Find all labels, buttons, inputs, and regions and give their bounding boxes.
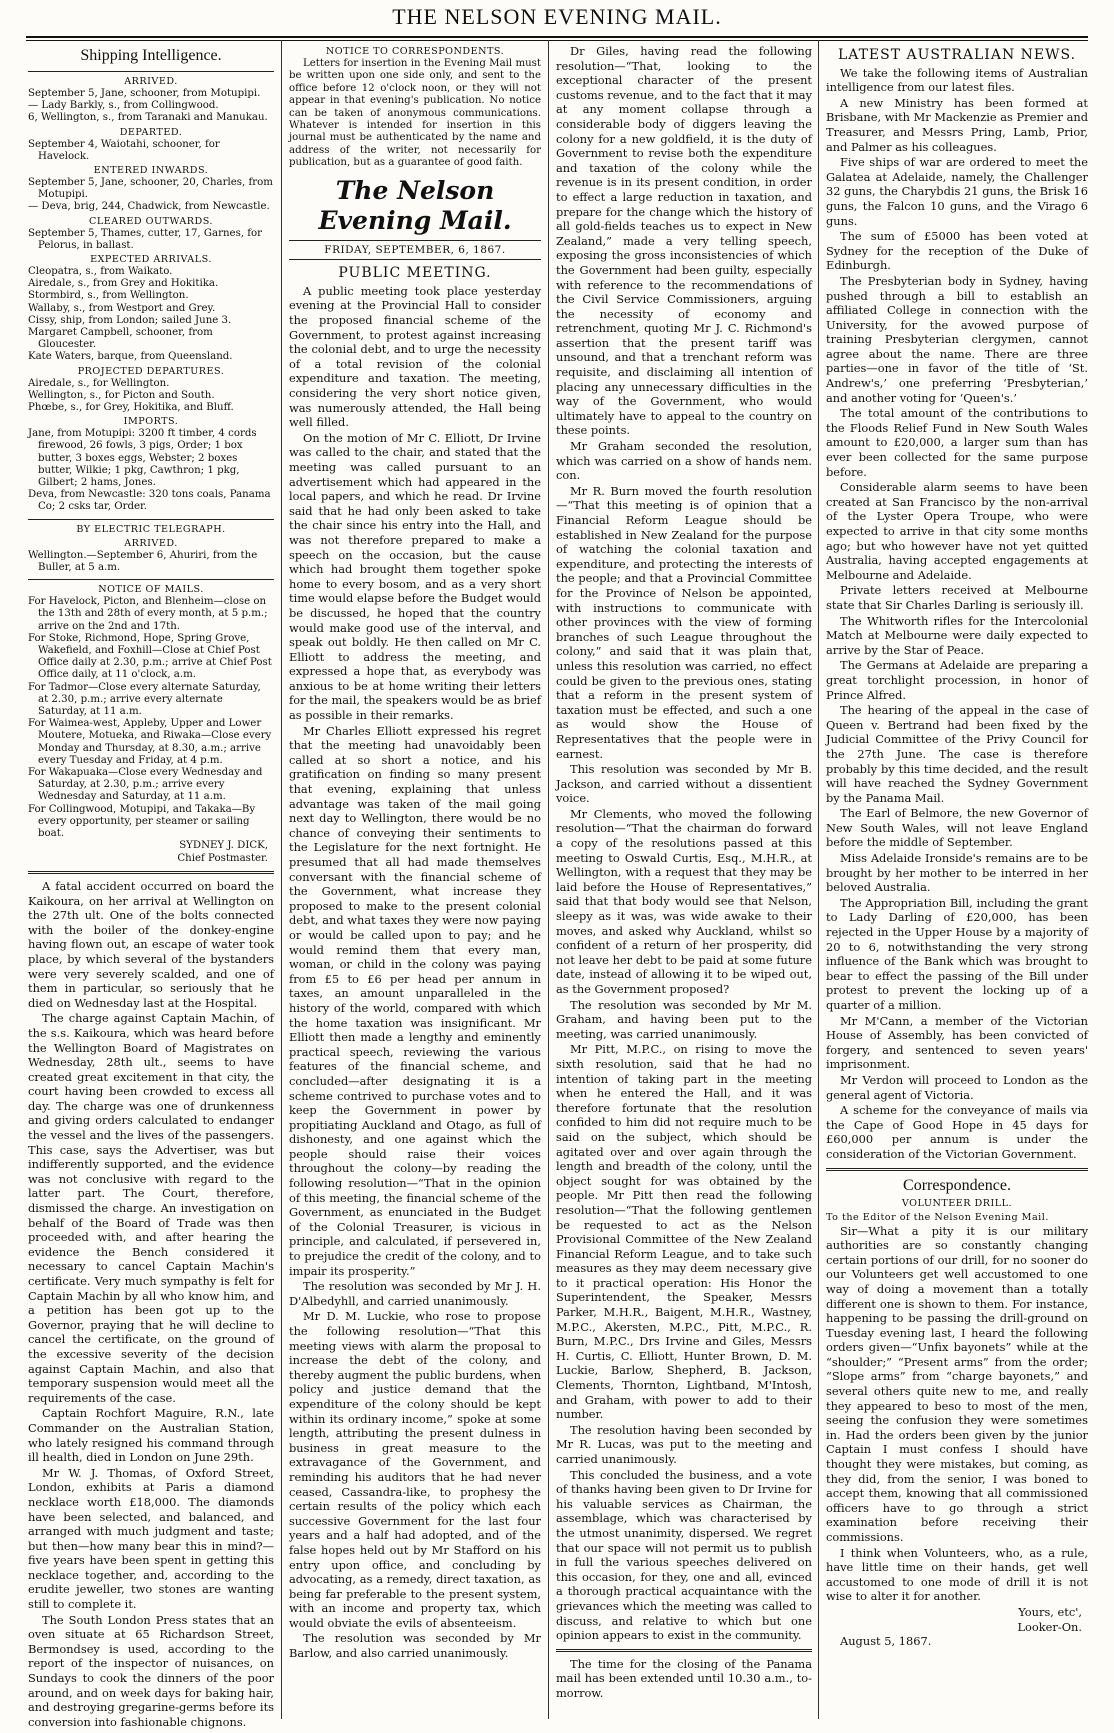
departed-list xyxy=(28,139,274,163)
text-item: For Wakapuaka—Close every Wednesday and Saturday, at 2.30, p.m.; arrive every Wednesday and Saturday, at 11 a.m. xyxy=(28,766,263,803)
column-4 xyxy=(826,44,1088,1719)
meeting-paras-continued xyxy=(556,44,812,1643)
text-item: The resolution having been seconded by Mr R. Lucas, was put to the meeting and carried unanimously. xyxy=(556,1422,812,1466)
text-item: Kate Waters, barque, from Queensland. xyxy=(28,351,233,363)
text-item: For Stoke, Richmond, Hope, Spring Grove, Wakefield, and Foxhill—Close at Chief Post Office daily at 2.30, p.m.; arrive at Chief Post Office daily, at 11 o'clock, a.m. xyxy=(28,632,272,681)
text-item: Margaret Campbell, schooner, from Gloucester. xyxy=(28,327,213,351)
meeting-paras xyxy=(289,284,541,1661)
meeting-title: PUBLIC MEETING. xyxy=(338,265,492,282)
text-item: Dr Giles, having read the following resolution—“That, looking to the exceptional character of the present customs revenue, and to the fact that it may at any moment collapse through a considerable body of diggers leaving the colony for a new goldfield, it is the duty of Government to revise both the expenditure and taxation of the colony while the revenue is in its present condition, in order to effect a large reduction in taxation, and prepare for the change which the history of all gold-fields teaches us to expect in New Zealand,” made a very telling speech, exposing the gross inconsistencies of which the Government had been guilty, especially with reference to the recommendations of the Civil Service Commissioners, arguing the necessity of economy and retrenchment, quoting Mr J. C. Richmond's assertion that the present tariff was unsound, and that a trenchant reform was requisite, and disclaiming all intention of placing any unnecessary difficulties in the way of the Government, who would ultimately have to appeal to the country on these points. xyxy=(556,44,813,438)
text-item: September 4, Waiotahi, schooner, for Havelock. xyxy=(28,138,220,162)
panama-note: The time for the closing of the Panama mail has been extended until 10.30 a.m., to-morrow. xyxy=(556,1656,812,1700)
text-item: September 5, Jane, schooner, 20, Charles, from Motupipi. xyxy=(28,177,273,201)
text-item: Private letters received at Melbourne state that Sir Charles Darling is seriously ill. xyxy=(826,583,1088,612)
telegraph-label: BY ELECTRIC TELEGRAPH. xyxy=(76,523,226,535)
text-item: Miss Adelaide Ironside's remains are to be brought by her mother to be interred in her beloved Australia. xyxy=(826,851,1088,895)
text-item: Phœbe, s., for Grey, Hokitika, and Bluff. xyxy=(28,402,234,414)
text-item: Airedale, s., from Grey and Hokitika. xyxy=(28,278,219,290)
text-item: The Appropriation Bill, including the grant to Lady Darling of £20,000, has been rejected in the Upper House by a majority of 20 to 6, notwithstanding the very strong influence of the Bank which was brought to bear to effect the passing of the Bill under protest to prevent the locking up of a quarter of a million. xyxy=(826,895,1088,1012)
text-item: The hearing of the appeal in the case of Queen v. Bertrand had been fixed by the Judicial Committee of the Privy Council for the 27th June. The case is therefore probably by this time decided, and the result will have reached the Sydney Government by the Panama Mail. xyxy=(826,703,1088,805)
expected-list xyxy=(28,266,274,364)
text-item: — Deva, brig, 244, Chadwick, from Newcastle. xyxy=(28,201,270,213)
imports-label: IMPORTS. xyxy=(123,416,179,428)
text-item: For Tadmor—Close every alternate Saturday, at 2.30, p.m.; arrive every alternate Saturday, at 11 a.m. xyxy=(28,681,261,717)
text-item: Mr M'Cann, a member of the Victorian House of Assembly, has been convicted of forgery, and sentenced to seven years' imprisonment. xyxy=(826,1013,1088,1072)
cleared-list xyxy=(28,228,274,252)
column-3 xyxy=(556,44,812,1719)
entered-list xyxy=(28,177,274,214)
letter-paras xyxy=(826,1224,1088,1604)
text-item: The Germans at Adelaide are preparing a great torchlight procession, in honor of Prince Alfred. xyxy=(826,658,1088,702)
text-item: Mr Verdon will proceed to London as the general agent of Victoria. xyxy=(826,1072,1088,1102)
text-item: For Waimea-west, Appleby, Upper and Lower Moutere, Motueka, and Riwaka—Close every Monday and Thursday, at 8.30, a.m.; arrive every Tuesday and Friday, at 4 p.m. xyxy=(28,718,272,766)
telegraph-list xyxy=(28,550,274,574)
text-item: This resolution was seconded by Mr B. Jackson, and carried without a dissentient voice. xyxy=(556,762,812,806)
text-item: Mr Charles Elliott expressed his regret that the meeting had unavoidably been called at so short a notice, and his gratification on finding so many present that evening, explaining that unless advantage was taken of the mail going next day to Wellington, there would be no chance of conveying their sentiments to the Legislature for the next fortnight. He presumed that all had made themselves conversant with the financial scheme of the Government, what increase they proposed to make to the present colonial debt, and what taxes they were now paying or would be called upon to pay; and he would remind them that every man, woman, or child in the colony was paying from £5 to £6 per head per annum in taxes, an amount unparalleled in the history of the world, compared with which the home taxation was insignificant. Mr Elliott then made a lengthy and eminently practical speech, reviewing the various features of the financial scheme, and concluded—after designating it is a scheme contrived to purchase votes and to keep the Government in power by propitiating Auckland and Otago, as full of dishonesty, and one against which the people should raise their voices throughout the colony—by reading the following resolution—“That in the opinion of this meeting, the financial scheme of the Government, as enunciated in the Budget of the Colonial Treasurer, is vicious in principle, and calculated, if persevered in, to prejudice the credit of the colony, and to impair its prosperity.” xyxy=(289,723,541,1278)
to-editor: To the Editor of the Nelson Evening Mail. xyxy=(826,1211,1049,1223)
text-item: Cleopatra, s., from Waikato. xyxy=(28,266,173,278)
column-1 xyxy=(28,44,274,1729)
text-item: I think when Volunteers, who, as a rule, have little time on their hands, get well accustomed to one mode of drill it is not wise to alter it for another. xyxy=(826,1545,1088,1604)
shipping-title: Shipping Intelligence. xyxy=(80,47,222,64)
arrived-list xyxy=(28,88,274,125)
text-item: Considerable alarm seems to have been created at San Francisco by the non-arrival of the Lyster Opera Troupe, who were expected to arrive in that city some months ago; but who however have not yet quitted Australia, having accepted engagements at Melbourne and Adelaide. xyxy=(826,480,1088,582)
postmaster-title: Chief Postmaster. xyxy=(177,852,268,864)
text-item: 6, Wellington, s., from Taranaki and Manukau. xyxy=(28,112,268,124)
text-item: September 5, Thames, cutter, 17, Garnes, for Pelorus, in ballast. xyxy=(28,227,263,251)
text-item: The resolution was seconded by Mr J. H. D'Albedyhll, and carried unanimously. xyxy=(289,1279,541,1308)
text-item: September 5, Jane, schooner, from Motupipi. xyxy=(28,88,261,99)
text-item: Mr R. Burn moved the fourth resolution—“That this meeting is of opinion that a Financial Reform League should be established in New Zealand for the purpose of watching the colonial taxation and expenditure, and protecting the interests of the people; and that a Provincial Committee for the Province of Nelson be appointed, with instructions to communicate with other provinces with the view of forming branches of such League throughout the colony,” and said that it was plain that, unless this resolution was carried, no effect could be given to the previous ones, stating that a reform in the present system of taxation must be effected, and such a one as would show the House of Representatives that the people were in earnest. xyxy=(556,483,812,761)
mails-list xyxy=(28,596,274,840)
correspondence-title: Correspondence. xyxy=(903,1176,1011,1194)
text-item: A fatal accident occurred on board the Kaikoura, on her arrival at Wellington on the 27th ult. One of the bolts connected with the boiler of the donkey-engine having flown out, an escape of water took place, by which several of the bystanders were very severely scalded, and one of them in particular, so seriously that he died on Wednesday last at the Hospital. xyxy=(28,878,274,1010)
telegraph-arrived-label: ARRIVED. xyxy=(124,537,178,549)
text-item: We take the following items of Australian intelligence from our latest files. xyxy=(826,65,1088,95)
letter-signature: Looker-On. xyxy=(1017,1619,1082,1634)
text-item: Mr W. J. Thomas, of Oxford Street, London, exhibits at Paris a diamond necklace worth £18,000. The diamonds have been selected, and balanced, and arranged with much judgment and taste; but then—how many bear this in mind?—five years have been spent in getting this necklace together, and, according to the erudite jeweller, two stones are wanting still to complete it. xyxy=(28,1465,274,1612)
text-item: A scheme for the conveyance of mails via the Cape of Good Hope in 45 days for £60,000 per annum is under the consideration of the Victorian Government. xyxy=(826,1103,1088,1161)
text-item: Deva, from Newcastle: 320 tons coals, Panama Co; 2 csks tar, Order. xyxy=(28,489,271,513)
text-item: Five ships of war are ordered to meet the Galatea at Adelaide, namely, the Challenger 32 guns, the Charybdis 21 guns, the Brisk 16 guns, the Falcon 10 guns, and the Virago 6 guns. xyxy=(826,155,1088,228)
text-item: For Collingwood, Motupipi, and Takaka—By every opportunity, per steamer or sailing boat. xyxy=(28,803,256,839)
news-items xyxy=(28,879,274,1729)
imports-list xyxy=(28,428,274,513)
masthead: THE NELSON EVENING MAIL. xyxy=(392,4,722,29)
text-item: Cissy, ship, from London; sailed June 3. xyxy=(28,314,232,326)
text-item: The Presbyterian body in Sydney, having pushed through a bill to establish an affiliated College in connection with the University, for the avowed purpose of training Presbyterian clergymen, cannot agree about the name. There are three parties—one in favor of the title of ‘St. Andrew's,’ one preferring ‘Presbyterian,’ and another voting for ‘Queen's.’ xyxy=(826,273,1088,405)
departed-label: DEPARTED. xyxy=(119,126,183,138)
text-item: Wellington.—September 6, Ahuriri, from the Buller, at 5 a.m. xyxy=(28,549,258,573)
entered-label: ENTERED INWARDS. xyxy=(93,165,209,177)
text-item: For Havelock, Picton, and Blenheim—close on the 13th and 28th of every month, at 5 p.m.; arrive on the 2nd and 17th. xyxy=(28,596,268,632)
column-2 xyxy=(289,44,541,1719)
text-item: — Lady Barkly, s., from Collingwood. xyxy=(28,100,219,112)
text-item: The Whitworth rifles for the Intercolonial Match at Melbourne were daily expected to arrive by the Star of Peace. xyxy=(826,613,1088,657)
column-divider xyxy=(281,40,282,1719)
text-item: The sum of £5000 has been voted at Sydney for the reception of the Duke of Edinburgh. xyxy=(826,229,1088,273)
column-divider xyxy=(548,40,549,1719)
paper-title: The Nelson Evening Mail. xyxy=(318,175,512,235)
mails-label: NOTICE OF MAILS. xyxy=(98,584,204,596)
text-item: This concluded the business, and a vote of thanks having been given to Dr Irvine for his valuable services as Chairman, the assemblage, which was characterised by the utmost unanimity, dispersed. We regret that our space will not permit us to publish in full the various speeches delivered on this occasion, for they, one and all, evinced a thorough practical acquaintance with the grievances which the meeting was called to discuss, and relative to which but one opinion appears to exist in the community. xyxy=(556,1467,812,1643)
text-item: Jane, from Motupipi: 3200 ft timber, 4 cords firewood, 26 fowls, 3 pigs, Order; 1 box butter, 3 boxes eggs, Webster; 2 boxes butter, Wilkie; 1 pkg, Cawthron; 1 pkg, Gilbert; 2 hams, Jones. xyxy=(28,428,257,489)
text-item: Captain Rochfort Maguire, R.N., late Commander on the Australian Station, who lately resigned his command through ill health, died in London on June 29th. xyxy=(28,1406,274,1465)
text-item: Airedale, s., for Wellington. xyxy=(28,377,170,389)
text-item: A new Ministry has been formed at Brisbane, with Mr Mackenzie as Premier and Treasurer, and Messrs Pring, Lamb, Prior, and Palmer as his colleagues. xyxy=(826,95,1088,154)
projected-list xyxy=(28,378,274,415)
text-item: Wallaby, s., from Westport and Grey. xyxy=(28,302,216,314)
drill-title: VOLUNTEER DRILL. xyxy=(901,1197,1013,1209)
cleared-label: CLEARED OUTWARDS. xyxy=(89,215,213,227)
text-item: Sir—What a pity it is our military authorities are so constantly changing certain portions of our drill, for no sooner do our Volunteers get well accustomed to one way of doing a movement than a totally different one is shown to them. For instance, happening to be passing the drill-ground on Tuesday evening last, I heard the following orders given—“Unfix bayonets” while at the “shoulder;” “Present arms” from the order; “Slope arms” from “charge bayonets,” and several others quite new to me, and really they appeared to beso to most of the men, seeing the confusion they were sometimes in. Had the orders been given by the junior Captain I must confess I should have thought they were mistakes, but coming, as they did, from the senior, I was boned to accept them, knowing that all commissioned officers have to go through a strict examination before receiving their commissions. xyxy=(826,1223,1088,1544)
text-item: Wellington, s., for Picton and South. xyxy=(28,389,215,401)
text-item: The charge against Captain Machin, of the s.s. Kaikoura, which was heard before the Wellington Board of Magistrates on Wednesday, 28th ult., seems to have created great excitement in that city, the court having been crowded to excess all day. The charge was one of drunkenness and giving orders calculated to endanger the vessel and the lives of the passengers. This case, says the Advertiser, was but indifferently supported, and the evidence was not conclusive with regard to the latter part. The Court, therefore, dismissed the charge. An investigation on behalf of the Board of Trade was then proceeded with, and after hearing the evidence the Bench considered it necessary to cancel Captain Machin's certificate. Very much sympathy is felt for Captain Machin by all who know him, and a petition has been got up to the Governor, praying that he will decline to cancel the certificate, on the ground of the excessive severity of the decision against Captain Machin, and also that temporary suspension would meet all the requirements of the case. xyxy=(28,1011,274,1405)
text-item: Mr Pitt, M.P.C., on rising to move the sixth resolution, said that he had no intention of taking part in the meeting when he entered the Hall, and it was therefore fortunate that the resolution confided to him did not require much to be said on the subject, which should be agitated over and over again through the length and breadth of the colony, until the object sought for was obtained by the people. Mr Pitt then read the following resolution—“That the following gentlemen be requested to act as the Nelson Provisional Committee of the New Zealand Financial Reform League, and to take such measures as they may deem necessary give to it practical operation: His Honor the Superintendent, the Speaker, Messrs Parker, M.H.R., Baigent, M.H.R., Wastney, M.P.C., Akersten, M.P.C., Pitt, M.P.C., R. Burn, M.P.C., Drs Irvine and Giles, Messrs H. Curtis, C. Elliott, Hunter Brown, D. M. Luckie, Barlow, Shepherd, B. Jackson, Clements, Thornton, Lightband, M'Intosh, and Graham, with power to add to their number. xyxy=(556,1042,812,1422)
postmaster-name: SYDNEY J. DICK, xyxy=(179,840,268,852)
expected-label: EXPECTED ARRIVALS. xyxy=(90,254,212,266)
projected-label: PROJECTED DEPARTURES. xyxy=(77,365,225,377)
text-item: Mr Clements, who moved the following resolution—“That the chairman do forward a copy of the resolutions passed at this meeting to Oswald Curtis, Esq., M.H.R., at Wellington, with a request that they may be laid before the House of Representatives,” said that that body would see that Nelson, sleepy as it was, was wide awake to their moves, and asked why Auckland, whilst so confident of a return of her prosperity, did not leave her debt to be paid at some future date, instead of allowing it to be wiped out, as the Government proposed? xyxy=(556,806,812,996)
text-item: Stormbird, s., from Wellington. xyxy=(28,290,189,302)
column-divider xyxy=(818,40,819,1719)
australian-news-title: LATEST AUSTRALIAN NEWS. xyxy=(837,47,1077,63)
text-item: The resolution was seconded by Mr Barlow, and also carried unanimously. xyxy=(289,1631,541,1661)
notice-title: NOTICE TO CORRESPONDENTS. xyxy=(325,46,505,57)
text-item: The South London Press states that an oven situate at 65 Richardson Street, Bermondsey is used, according to the report of the inspector of nuisances, on Sundays to cook the dinners of the poor around, and on week days for baking hair, and destroying gregarine-germs before its conversion into fashionable chignons. xyxy=(28,1612,274,1729)
text-item: On the motion of Mr C. Elliott, Dr Irvine was called to the chair, and stated that the meeting was called pursuant to an advertisement which had appeared in the local papers, and which he read. Dr Irvine said that he had only been asked to take the chair since his entry into the Hall, and was not therefore prepared to make a speech on the occasion, but the cause which had brought them together spoke home to every bosom, and as a very short time would elapse before the Budget would be discussed, he hoped that the country would make good use of the interval, and speak out boldly. He then called on Mr C. Elliott to address the meeting, and expressed a hope that, as everybody was anxious to be at home writing their letters for the mail, the speakers would be as brief as possible in their remarks. xyxy=(289,430,541,723)
text-item: The Earl of Belmore, the new Governor of New South Wales, will not leave England before the middle of September. xyxy=(826,806,1088,850)
text-item: Mr Graham seconded the resolution, which was carried on a show of hands nem. con. xyxy=(556,439,812,483)
text-item: Mr D. M. Luckie, who rose to propose the following resolution—“That this meeting views with alarm the proposal to increase the debt of the colony, and thereby augment the public burdens, when policy and justice demand that the expenditure of the colony should be kept within its ordinary income,” spoke at some length, attributing the present dulness in business in great measure to the extravagance of the Government, and reminding his auditors that he had never ceased, Cassandra-like, to prophesy the certain results of the policy which each successive Government for the last four years and a half had adopted, and of the false hopes held out by Mr Stafford on his entry upon office, and concluding by advocating, as a remedy, direct taxation, as being far preferable to the present system, with an income and property tax, which would obviate the evils of absenteeism. xyxy=(289,1309,541,1630)
masthead-rule xyxy=(26,36,1088,41)
text-item: The resolution was seconded by Mr M. Graham, and having been put to the meeting, was carried unanimously. xyxy=(556,997,812,1041)
dateline: FRIDAY, SEPTEMBER, 6, 1867. xyxy=(289,240,541,261)
arrived-label: ARRIVED. xyxy=(124,76,178,87)
text-item: A public meeting took place yesterday evening at the Provincial Hall to consider the proposed financial scheme of the Government, to protest against increasing the colonial debt, and to urge the necessity of a total revision of the colonial expenditure and taxation. The meeting, considering the very short notice given, was numerously attended, the Hall being well filled. xyxy=(289,283,541,430)
australian-news-paras xyxy=(826,66,1088,1162)
notice-text: Letters for insertion in the Evening Mail must be written upon one side only, and sent to the office before 12 o'clock noon, or they will not appear in that evening's publication. No notice can be taken of anonymous communications. Whatever is intended for insertion in this journal must be authenticated by the name and address of the writer, not necessarily for publication, but as a guarantee of good faith. xyxy=(289,58,541,169)
letter-date: August 5, 1867. xyxy=(840,1634,932,1649)
text-item: The total amount of the contributions to the Floods Relief Fund in New South Wales amount to £20,000, a larger sum than has ever been collected for the same purpose before. xyxy=(826,406,1088,479)
letter-closing: Yours, etc', xyxy=(1018,1604,1082,1619)
